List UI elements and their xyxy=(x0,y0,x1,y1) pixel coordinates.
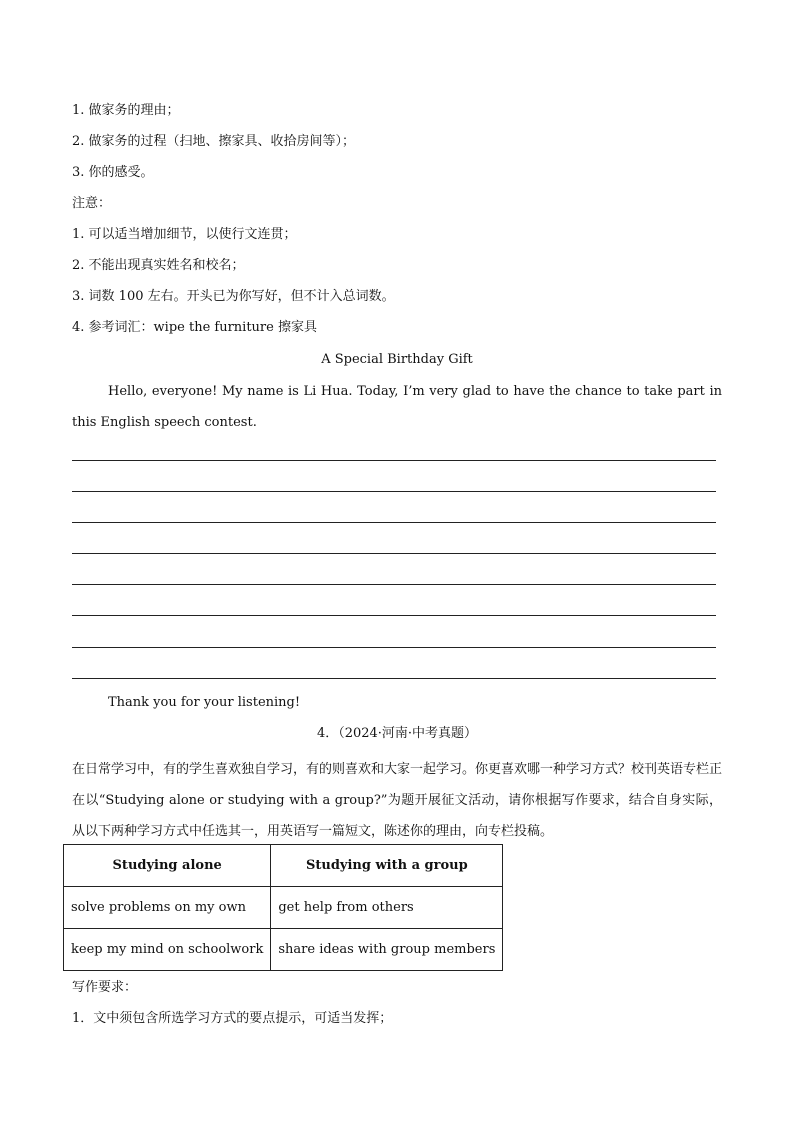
question-4-prompt-text: 在日常学习中，有的学生喜欢独自学习，有的则喜欢和大家一起学习。你更喜欢哪一种学习方式？校刊英语专栏正在以“Studying alone or studying with a group?”为题开展征文活动，请你根据写作要求，结合自身实际，从以下两种学习方式中任选其一，用英语写一篇短文，陈述你的理由，向专栏投稿。 xyxy=(72,762,723,839)
table-header-cell: Studying alone xyxy=(64,845,271,887)
requirement-1: 1．文中须包含所选学习方式的要点提示，可适当发挥； xyxy=(72,1011,393,1026)
note-1: 1. 可以适当增加细节，以使行文连贯； xyxy=(72,227,297,242)
table-header-row xyxy=(64,845,503,887)
writing-line xyxy=(72,522,716,523)
table-row xyxy=(64,887,503,929)
writing-line xyxy=(72,678,716,679)
table-header-cell: Studying with a group xyxy=(271,845,503,887)
question-4-prompt xyxy=(72,723,722,847)
table-cell: share ideas with group members xyxy=(271,929,503,971)
note-4: 4. 参考词汇：wipe the furniture 擦家具 xyxy=(72,320,317,335)
table-cell: solve problems on my own xyxy=(64,887,271,929)
table-row xyxy=(64,929,503,971)
table-cell: get help from others xyxy=(271,887,503,929)
writing-line xyxy=(72,491,716,492)
notes-heading: 注意： xyxy=(72,196,112,211)
content-point-1: 1. 做家务的理由； xyxy=(72,103,180,118)
content-point-2: 2. 做家务的过程（扫地、擦家具、收拾房间等）； xyxy=(72,134,356,149)
content-point-3: 3. 你的感受。 xyxy=(72,165,154,180)
essay-opening: Hello, everyone! My name is Li Hua. Today, I’m very glad to have the chance to take part in this English speech contest. xyxy=(72,384,722,430)
note-2: 2. 不能出现真实姓名和校名； xyxy=(72,258,245,273)
writing-line xyxy=(72,553,716,554)
table-cell: keep my mind on schoolwork xyxy=(64,929,271,971)
essay-title: A Special Birthday Gift xyxy=(321,352,473,367)
requirements-heading: 写作要求： xyxy=(72,980,138,995)
question-4-heading: 4．（2024·河南·中考真题） xyxy=(316,726,478,741)
writing-line xyxy=(72,647,716,648)
writing-line xyxy=(72,460,716,461)
note-3: 3. 词数 100 左右。开头已为你写好，但不计入总词数。 xyxy=(72,289,395,304)
writing-line xyxy=(72,615,716,616)
study-method-table xyxy=(63,844,503,971)
writing-line xyxy=(72,584,716,585)
essay-closing: Thank you for your listening! xyxy=(108,695,301,710)
